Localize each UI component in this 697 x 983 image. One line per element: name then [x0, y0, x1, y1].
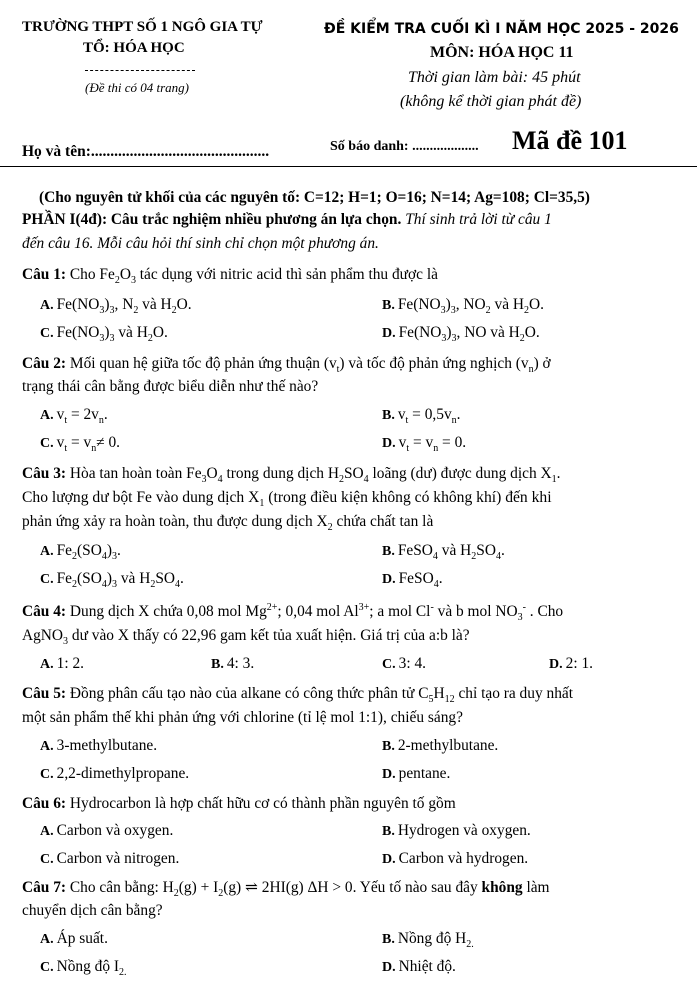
exam-code: Mã đề 101 — [512, 126, 628, 155]
question-2-stem-line2: trạng thái cân bằng được biểu diễn như thế nào? — [22, 378, 319, 395]
q4-option-b[interactable]: B. 4: 3. — [211, 655, 255, 672]
exam-time-note: (không kể thời gian phát đề) — [400, 93, 582, 110]
q7-option-b[interactable]: B. Nồng độ $H_{2.}$ — [382, 930, 474, 951]
option-letter: C. — [40, 326, 54, 341]
question-6-label: Câu 6: — [22, 795, 67, 812]
department-name: TỔ: HÓA HỌC — [83, 40, 185, 56]
school-name: TRƯỜNG THPT SỐ 1 NGÔ GIA TỰ — [22, 19, 263, 35]
q5-option-d[interactable]: D. pentane. — [382, 765, 451, 782]
q2-option-d[interactable]: D. $v_t = v_n = 0$. — [382, 434, 467, 455]
option-letter: A. — [40, 824, 54, 839]
option-letter: A. — [40, 544, 54, 559]
question-4-label: Câu 4: — [22, 603, 67, 620]
option-letter: D. — [549, 657, 563, 672]
q7-option-a[interactable]: A. Áp suất. — [40, 930, 108, 947]
q3-option-b[interactable]: B. FeSO$_4$ và $H_2SO_4$. — [382, 542, 505, 563]
option-letter: B. — [382, 739, 395, 754]
option-letter: B. — [382, 824, 395, 839]
q4-option-d[interactable]: D. 2: 1. — [549, 655, 593, 672]
header-rule — [0, 166, 697, 167]
option-letter: A. — [40, 932, 54, 947]
q5-option-b[interactable]: B. 2-methylbutane. — [382, 737, 499, 754]
q1-option-c[interactable]: C. $Fe(NO_3)_3$ và $H_2O$. — [40, 324, 168, 345]
name-label: Họ và tên: — [22, 143, 91, 160]
option-letter: C. — [40, 852, 54, 867]
q6-option-a[interactable]: A. Carbon và oxygen. — [40, 822, 174, 839]
question-1-label: Câu 1: — [22, 266, 67, 283]
option-letter: B. — [382, 932, 395, 947]
question-1-stem: Câu 1: Cho $Fe_2O_3$ tác dụng với nitric acid thì sản phẩm thu được là — [22, 266, 438, 287]
q6-option-c[interactable]: C. Carbon và nitrogen. — [40, 850, 180, 867]
option-letter: D. — [382, 767, 396, 782]
option-letter: D. — [382, 852, 396, 867]
option-letter: B. — [211, 657, 224, 672]
option-letter: A. — [40, 739, 54, 754]
part1-instruction-b: đến câu 16. Mỗi câu hỏi thí sinh chỉ chọn một phương án. — [22, 235, 379, 252]
question-3-stem-line2: Cho lượng dư bột Fe vào dung dịch $X_1$ (trong điều kiện không có không khí) đến khi — [22, 489, 552, 510]
q7-option-c[interactable]: C. Nồng độ $I_{2.}$ — [40, 958, 127, 979]
question-2-stem-line1: Câu 2: Mối quan hệ giữa tốc độ phản ứng thuận $(v_t)$ và tốc độ phản ứng nghịch $(v_n)$ ở — [22, 355, 551, 376]
question-3-label: Câu 3: — [22, 465, 67, 482]
q3-option-c[interactable]: C. $Fe_2(SO_4)_3$ và $H_2SO_4$. — [40, 570, 184, 591]
q3-option-a[interactable]: A. $Fe_2(SO_4)_3$. — [40, 542, 121, 563]
option-letter: A. — [40, 298, 54, 313]
question-7-label: Câu 7: — [22, 879, 67, 896]
part1-title: PHẦN I(4đ): Câu trắc nghiệm nhiều phương án lựa chọn. — [22, 211, 402, 228]
option-letter: A. — [40, 657, 54, 672]
q4-option-c[interactable]: C. 3: 4. — [382, 655, 426, 672]
part1-heading-line1 — [22, 211, 552, 229]
question-7-stem-line1: Câu 7: Cho cân bằng: $H_2(g) + I_2(g)$ ⇌ 2HI(g) ΔH > 0. Yếu tố nào sau đây không làm — [22, 879, 550, 900]
option-letter: C. — [40, 767, 54, 782]
q5-option-a[interactable]: A. 3-methylbutane. — [40, 737, 158, 754]
question-5-stem-line1: Câu 5: Đồng phân cấu tạo nào của alkane có công thức phân tử $C_5H_{12}$ chỉ tạo ra duy nhất — [22, 685, 573, 706]
question-4-stem-line2: AgNO$_3$ dư vào X thấy có 22,96 gam kết tủa xuất hiện. Giá trị của a:b là? — [22, 627, 470, 648]
question-6-stem: Câu 6: Hydrocarbon là hợp chất hữu cơ có thành phần nguyên tố gồm — [22, 795, 456, 812]
exam-title: ĐỀ KIỂM TRA CUỐI KÌ I NĂM HỌC 2025 - 2026 — [324, 21, 679, 37]
option-letter: C. — [40, 436, 54, 451]
q6-option-d[interactable]: D. Carbon và hydrogen. — [382, 850, 529, 867]
q7-option-d[interactable]: D. Nhiệt độ. — [382, 958, 456, 975]
atomic-masses-note: (Cho nguyên tử khối của các nguyên tố: C=12; H=1; O=16; N=14; Ag=108; Cl=35,5) — [39, 189, 590, 206]
q1-option-d[interactable]: D. $Fe(NO_3)_3$, NO và $H_2O$. — [382, 324, 540, 345]
question-7-stem-line2: chuyển dịch cân bằng? — [22, 902, 163, 919]
question-5-label: Câu 5: — [22, 685, 67, 702]
q1-option-b[interactable]: B. $Fe(NO_3)_3$, $NO_2$ và $H_2O$. — [382, 296, 544, 317]
candidate-number-field — [330, 139, 479, 155]
option-letter: C. — [40, 960, 54, 975]
part1-instruction-a: Thí sinh trả lời từ câu 1 — [405, 211, 552, 228]
candidate-name-field — [22, 143, 269, 161]
sbd-label: Số báo danh: — [330, 139, 409, 154]
name-dots: .............................................. — [90, 143, 270, 160]
question-5-stem-line2: một sản phẩm thế khi phản ứng với chlorine (tỉ lệ mol 1:1), chiếu sáng? — [22, 709, 463, 726]
option-letter: D. — [382, 572, 396, 587]
question-3-stem-line3: phản ứng xảy ra hoàn toàn, thu được dung dịch $X_2$ chứa chất tan là — [22, 513, 434, 534]
q3-option-d[interactable]: D. FeSO$_4$. — [382, 570, 443, 591]
subject-title: MÔN: HÓA HỌC 11 — [430, 44, 574, 61]
q1-option-a[interactable]: A. $Fe(NO_3)_3$, $N_2$ và $H_2O$. — [40, 296, 192, 317]
exam-time: Thời gian làm bài: 45 phút — [408, 69, 581, 86]
q5-option-c[interactable]: C. 2,2-dimethylpropane. — [40, 765, 190, 782]
option-letter: C. — [382, 657, 396, 672]
option-letter: D. — [382, 326, 396, 341]
option-letter: D. — [382, 960, 396, 975]
question-2-label: Câu 2: — [22, 355, 67, 372]
option-letter: B. — [382, 544, 395, 559]
q2-option-b[interactable]: B. $v_t = 0,5v_n$. — [382, 406, 461, 427]
option-letter: A. — [40, 408, 54, 423]
option-letter: B. — [382, 408, 395, 423]
question-4-stem-line1: Câu 4: Dung dịch X chứa 0,08 mol $Mg^{2+}$; 0,04 mol $Al^{3+}$; a mol Cl- và b mol $NO_3^-$ . Cho — [22, 601, 564, 624]
q2-option-c[interactable]: C. $v_t = v_n\ne 0$. — [40, 434, 121, 455]
question-3-stem-line1: Câu 3: Hòa tan hoàn toàn $Fe_3O_4$ trong dung dịch $H_2SO_4$ loãng (dư) được dung dịch $X_1$. — [22, 465, 561, 486]
pages-note: (Đề thi có 04 trang) — [85, 80, 189, 95]
q6-option-b[interactable]: B. Hydrogen và oxygen. — [382, 822, 531, 839]
q2-option-a[interactable]: A. $v_t = 2v_n$. — [40, 406, 108, 427]
option-letter: D. — [382, 436, 396, 451]
header-divider — [85, 70, 195, 71]
option-letter: C. — [40, 572, 54, 587]
option-letter: B. — [382, 298, 395, 313]
sbd-dots: ................... — [412, 139, 479, 154]
q4-option-a[interactable]: A. 1: 2. — [40, 655, 84, 672]
